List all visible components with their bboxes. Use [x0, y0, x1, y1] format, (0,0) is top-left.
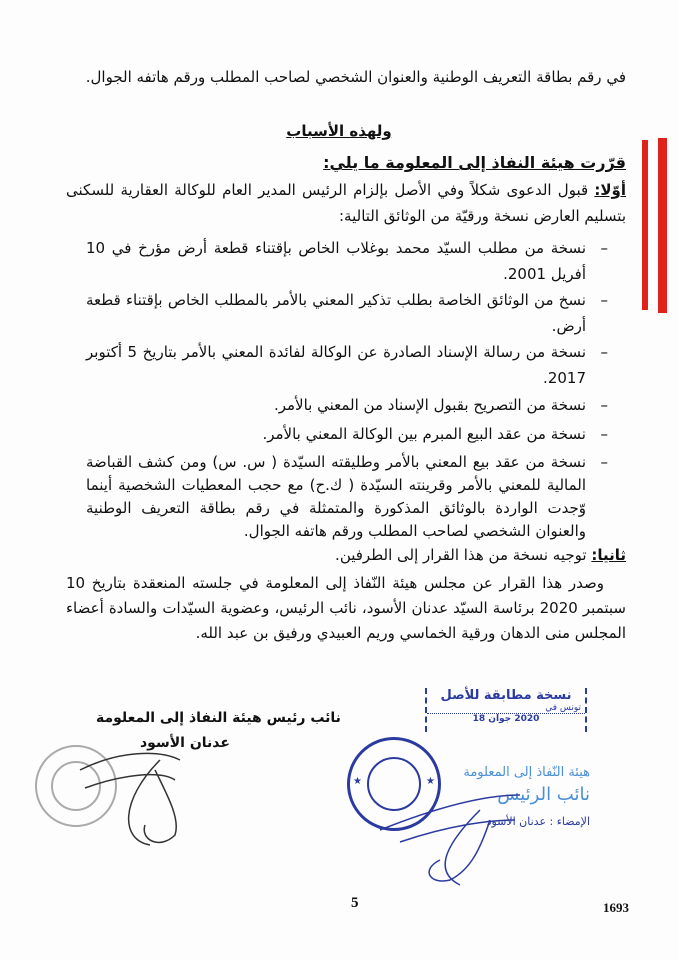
handwritten-signature — [60, 740, 200, 850]
signature-name: عدنان الأسود — [140, 735, 230, 751]
second-text: توجيه نسخة من هذا القرار إلى الطرفين. — [335, 546, 587, 564]
certified-copy-stamp — [425, 688, 587, 732]
signature-title: نائب رئيس هيئة النفاذ إلى المعلومة — [96, 710, 341, 726]
stamp-line-role: نائب الرئيس — [497, 784, 590, 805]
reasons-heading: ولهذه الأسباب — [286, 122, 392, 140]
certified-title: نسخة مطابقة للأصل — [440, 688, 572, 703]
first-text: قبول الدعوى شكلاً وفي الأصل بإلزام الرئيس المدير العام للوكالة العقارية للسكنى بتسليم العارض نسخة ورقيّة من الوثائق التالية: — [66, 181, 626, 225]
certified-place: تونس في — [427, 703, 585, 714]
star-icon: ★ — [353, 776, 362, 787]
red-margin-bar — [658, 138, 667, 313]
star-icon: ★ — [426, 776, 435, 787]
second-decision — [335, 542, 626, 568]
stamp-line-authority: هيئة النّفاذ إلى المعلومة — [463, 765, 590, 780]
handwritten-signature — [340, 770, 530, 890]
list-item: – نسخة من التصريح بقبول الإسناد من المعني بالأمر. — [86, 392, 586, 418]
list-item: – نسخة من عقد البيع المبرم بين الوكالة المعني بالأمر. — [86, 421, 586, 447]
first-decision — [66, 177, 626, 229]
gazette-page-number: 1693 — [603, 900, 629, 915]
stamp-line-signature: الإمضاء : عدنان الأسود — [486, 815, 590, 828]
certified-date: 2020 جوان 18 — [472, 714, 540, 724]
top-paragraph-end: في رقم بطاقة التعريف الوطنية والعنوان الشخصي لصاحب المطلب ورقم هاتفه الجوال. — [85, 68, 626, 86]
first-label: أوّلا: — [594, 181, 626, 199]
list-item: – نسخة من عقد بيع المعني بالأمر وطليقته السيّدة ( س. س) ومن كشف القباضة المالية للمعني بالأمر وقرينته السيّدة ( ك.ح) مع حجب المعطيات الشخصية أينما وّجدت الواردة بالوثائق المذكورة والمتمثلة في رقم بطاقة التعريف الوطنية والعنوان الشخصي لصاحب المطلب ورقم هاتفه الجوال. — [86, 451, 586, 543]
list-item: – نسخة من رسالة الإسناد الصادرة عن الوكالة لفائدة المعني بالأمر بتاريخ 5 أكتوبر 2017. — [86, 339, 586, 391]
list-item: – نسخ من الوثائق الخاصة بطلب تذكير المعني بالأمر بالمطلب الخاص بإقتناء قطعة أرض. — [86, 287, 586, 339]
list-item: – نسخة من مطلب السيّد محمد بوغلاب الخاص بإقتناء قطعة أرض مؤرخ في 10 أفريل 2001. — [86, 235, 586, 287]
second-label: ثانيا: — [591, 546, 626, 564]
decision-heading: قرّرت هيئة النفاذ إلى المعلومة ما يلي: — [323, 153, 626, 172]
red-margin-bar — [642, 140, 648, 310]
page-number: 5 — [351, 895, 359, 911]
closing-paragraph: وصدر هذا القرار عن مجلس هيئة النّفاذ إلى المعلومة في جلسته المنعقدة بتاريخ 10 سبتمبر 2020 برئاسة السيّد عدنان الأسود، نائب الرئيس، وعضوية السيّدات والسادة أعضاء المجلس منى الدهان ورقية الخماسي وريم العبيدي ورفيق بن عبد الله. — [66, 574, 626, 642]
